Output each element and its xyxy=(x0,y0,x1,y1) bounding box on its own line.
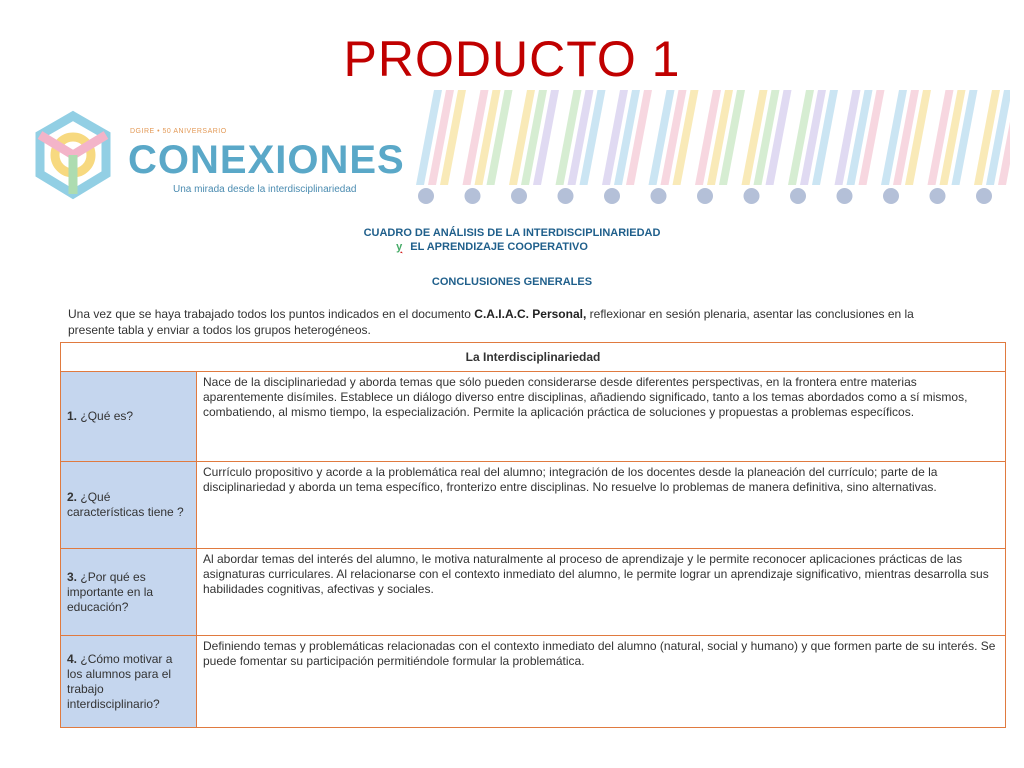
decorative-dot xyxy=(790,188,806,204)
table-row xyxy=(61,636,1006,728)
conexiones-logo xyxy=(28,108,405,213)
intro-paragraph xyxy=(68,306,958,338)
document-heading xyxy=(0,226,1024,254)
decorative-dot xyxy=(418,188,434,204)
decorative-dot xyxy=(837,188,853,204)
decorative-dot xyxy=(465,188,481,204)
question-text: ¿Qué es? xyxy=(80,409,134,423)
question-number: 4. xyxy=(67,651,78,666)
logo-wordmark: CONEXIONES xyxy=(128,138,405,182)
table-header: La Interdisciplinariedad xyxy=(61,343,1006,372)
question-text: ¿Por qué es importante en la educación? xyxy=(67,569,154,614)
table-row xyxy=(61,462,1006,549)
answer-cell: Currículo propositivo y acorde a la problemática real del alumno; integración de los docentes desde la planeación del currículo; parte de la disciplinariedad y aborda un tema específico, fronterizo entre disciplinas. No resuelve lo problemas de manera definitiva, sino alternativas. xyxy=(197,462,1006,549)
logo-subtitle: Una mirada desde la interdisciplinariedad xyxy=(173,184,357,195)
heading-y: y xyxy=(396,241,403,253)
answer-cell: Nace de la disciplinariedad y aborda temas que sólo pueden considerarse desde diferentes perspectivas, en la frontera entre materias aparentemente disímiles. Establece un diálogo diverso entre disciplinas, añadiendo significado, tanto a los temas abordados como a sí mismos, combatiendo, al mismo tiempo, la especialización. Permite la aplicación práctica de soluciones y propuestas a problemas específicos. xyxy=(197,372,1006,462)
decorative-dot xyxy=(697,188,713,204)
answer-cell: Definiendo temas y problemáticas relacionadas con el contexto inmediato del alumno (natural, social y humano) y que formen parte de su interés. Se puede fomentar su participación permitiéndole formular la problemática. xyxy=(197,636,1006,728)
question-text: ¿Qué características tiene ? xyxy=(67,490,184,519)
question-cell xyxy=(61,462,197,549)
question-number: 1. xyxy=(67,409,78,423)
question-number: 2. xyxy=(67,490,78,504)
document-subheading: CONCLUSIONES GENERALES xyxy=(431,276,593,288)
question-number: 3. xyxy=(67,569,78,584)
interdisciplinarity-table xyxy=(60,342,1006,728)
table-row xyxy=(61,372,1006,462)
question-cell xyxy=(61,549,197,636)
decorative-stripes-banner xyxy=(410,85,1010,210)
decorative-dot xyxy=(976,188,992,204)
question-text: ¿Cómo motivar a los alumnos para el trabajo interdisciplinario? xyxy=(67,651,173,711)
decorative-dot xyxy=(651,188,667,204)
slide-title: PRODUCTO 1 xyxy=(343,31,681,87)
intro-text-start: Una vez que se haya trabajado todos los puntos indicados en el documento xyxy=(68,307,475,321)
heading-line-1: CUADRO DE ANÁLISIS DE LA INTERDISCIPLINARIEDAD xyxy=(363,227,661,239)
decorative-dot xyxy=(744,188,760,204)
intro-bold-doc-name: C.A.I.A.C. Personal, xyxy=(474,307,587,321)
heading-line-2: EL APRENDIZAJE COOPERATIVO xyxy=(410,241,588,253)
decorative-dot xyxy=(883,188,899,204)
logo-tagline: DGIRE • 50 ANIVERSARIO xyxy=(130,128,227,135)
question-cell xyxy=(61,372,197,462)
decorative-dot xyxy=(604,188,620,204)
decorative-dot xyxy=(930,188,946,204)
intro-text-end: reflexionar en sesión plenaria, asentar las conclusiones en la presente tabla y enviar a todos los grupos heterogéneos. xyxy=(68,307,914,337)
question-cell xyxy=(61,636,197,728)
decorative-dot xyxy=(558,188,574,204)
answer-cell: Al abordar temas del interés del alumno, le motiva naturalmente al proceso de aprendizaje y le permite reconocer aplicaciones prácticas de las asignaturas curriculares. Al relacionarse con el contexto inmediato del alumno, le permite lograr un aprendizaje significativo, mientras desarrolla sus habilidades cognitivas, afectivas y sociales. xyxy=(197,549,1006,636)
table-row xyxy=(61,549,1006,636)
decorative-dot xyxy=(511,188,527,204)
conexiones-emblem-icon xyxy=(28,108,118,208)
